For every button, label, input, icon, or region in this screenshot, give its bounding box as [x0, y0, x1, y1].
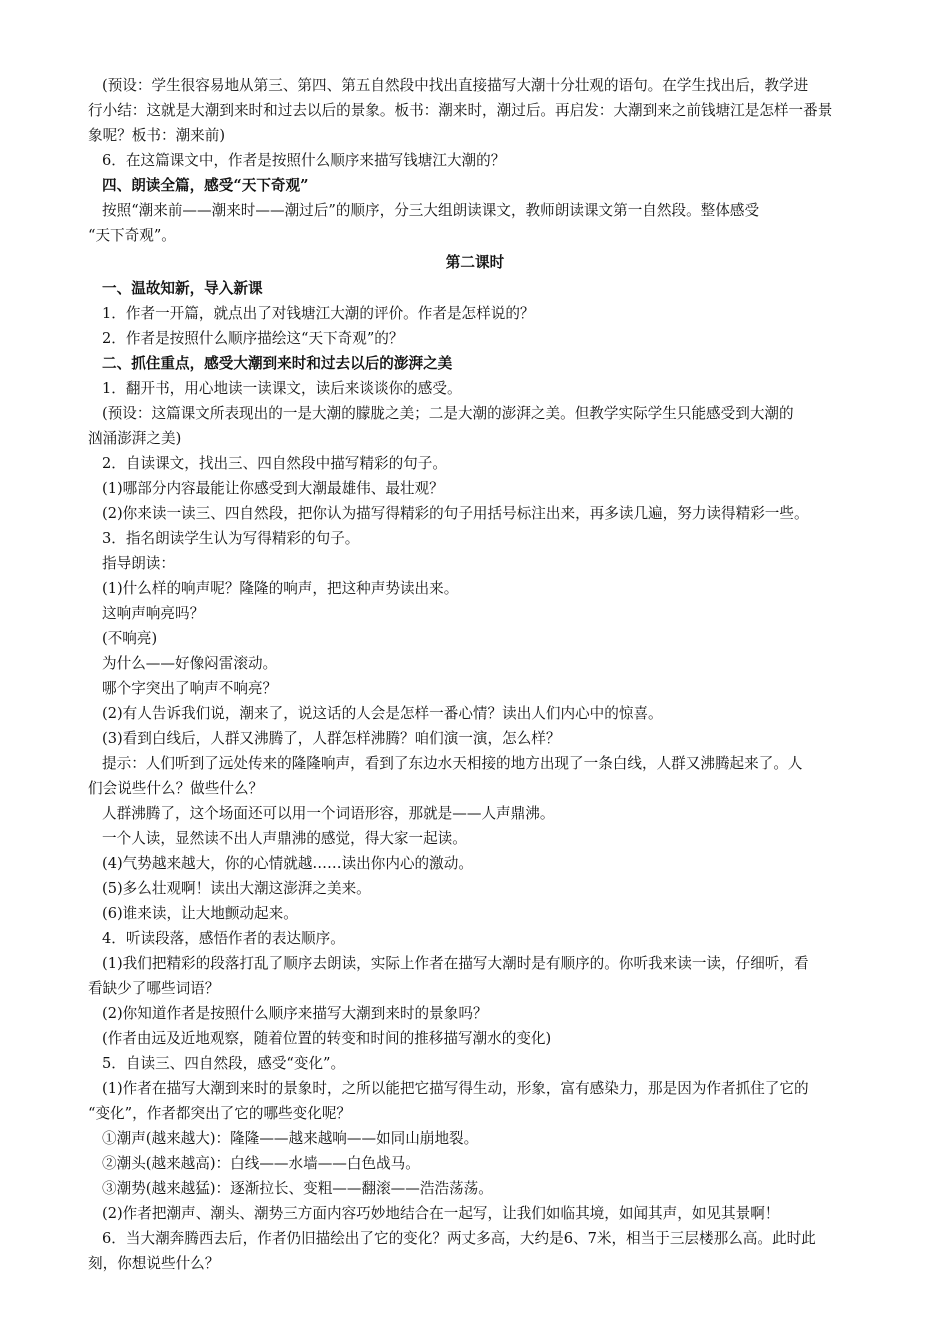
text-line: 这响声响亮吗？ — [102, 605, 205, 622]
text-line: 2．自读课文，找出三、四自然段中描写精彩的句子。 — [102, 455, 447, 472]
text-line: (1)我们把精彩的段落打乱了顺序去朗读，实际上作者在描写大潮时是有顺序的。你听我来读一读，仔细听，看 — [102, 955, 809, 972]
text-line: 2．作者是按照什么顺序描绘这“天下奇观”的？ — [102, 330, 404, 347]
text-line: 刻，你想说些什么？ — [88, 1255, 220, 1272]
text-line: (预设：学生很容易地从第三、第四、第五自然段中找出直接描写大潮十分壮观的语句。在学生找出后，教学进 — [102, 77, 809, 94]
text-line: (1)哪部分内容最能让你感受到大潮最雄伟、最壮观？ — [102, 480, 444, 497]
text-line: 指导朗读： — [102, 555, 175, 572]
text-line: 1．翻开书，用心地读一读课文，读后来谈谈你的感受。 — [102, 380, 462, 397]
text-line: “天下奇观”。 — [88, 227, 176, 244]
text-line: 看缺少了哪些词语？ — [88, 980, 220, 997]
text-line: 6．在这篇课文中，作者是按照什么顺序来描写钱塘江大潮的？ — [102, 152, 506, 169]
text-line: (作者由远及近地观察，随着位置的转变和时间的推移描写潮水的变化) — [102, 1030, 552, 1047]
text-line: (1)作者在描写大潮到来时的景象时，之所以能把它描写得生动，形象，富有感染力，那是因为作者抓住了它的 — [102, 1080, 809, 1097]
text-line: 们会说些什么？做些什么？ — [88, 780, 264, 797]
text-line: (1)什么样的响声呢？隆隆的响声，把这种声势读出来。 — [102, 580, 459, 597]
text-line: (2)你知道作者是按照什么顺序来描写大潮到来时的景象吗？ — [102, 1005, 488, 1022]
text-line: 提示：人们听到了远处传来的隆隆响声，看到了东边水天相接的地方出现了一条白线，人群又沸腾起来了。人 — [102, 755, 803, 772]
text-line: 3．指名朗读学生认为写得精彩的句子。 — [102, 530, 360, 547]
text-line: 1．作者一开篇，就点出了对钱塘江大潮的评价。作者是怎样说的？ — [102, 305, 535, 322]
text-line: (2)你来读一读三、四自然段，把你认为描写得精彩的句子用括号标注出来，再多读几遍，努力读得精彩一些。 — [102, 505, 809, 522]
text-line: ③潮势(越来越猛)：逐渐拉长、变粗——翻滚——浩浩荡荡。 — [102, 1180, 493, 1197]
section-heading: 一、温故知新，导入新课 — [102, 280, 263, 297]
text-line: (5)多么壮观啊！读出大潮这澎湃之美来。 — [102, 880, 371, 897]
section-heading: 二、抓住重点，感受大潮到来时和过去以后的澎湃之美 — [102, 355, 453, 372]
lesson-title: 第二课时 — [445, 254, 505, 271]
text-line: 6．当大潮奔腾西去后，作者仍旧描绘出了它的变化？两丈多高，大约是6、7米，相当于三层楼那么高。此时此 — [102, 1230, 816, 1247]
text-line: 象呢？板书：潮来前) — [88, 127, 226, 144]
text-line: 哪个字突出了响声不响亮？ — [102, 680, 278, 697]
text-line: (2)有人告诉我们说，潮来了，说这话的人会是怎样一番心情？读出人们内心中的惊喜。 — [102, 705, 663, 722]
text-line: 一个人读，显然读不出人声鼎沸的感觉，得大家一起读。 — [102, 830, 467, 847]
text-line: 行小结：这就是大潮到来时和过去以后的景象。板书：潮来时，潮过后。再启发：大潮到来之前钱塘江是怎样一番景 — [88, 102, 833, 119]
text-line: 4．听读段落，感悟作者的表达顺序。 — [102, 930, 345, 947]
text-line: (3)看到白线后，人群又沸腾了，人群怎样沸腾？咱们演一演，怎么样？ — [102, 730, 561, 747]
text-line: 人群沸腾了，这个场面还可以用一个词语形容，那就是——人声鼎沸。 — [102, 805, 555, 822]
text-line: 为什么——好像闷雷滚动。 — [102, 655, 278, 672]
section-heading: 四、朗读全篇，感受“天下奇观” — [102, 177, 309, 194]
text-line: 5．自读三、四自然段，感受“变化”。 — [102, 1055, 346, 1072]
text-line: “变化”，作者都突出了它的哪些变化呢？ — [88, 1105, 352, 1122]
text-line: (不响亮) — [102, 630, 158, 647]
text-line: ②潮头(越来越高)：白线——水墙——白色战马。 — [102, 1155, 420, 1172]
text-line: (2)作者把潮声、潮头、潮势三方面内容巧妙地结合在一起写，让我们如临其境，如闻其声，如见其景啊！ — [102, 1205, 780, 1222]
text-line: ①潮声(越来越大)：隆隆——越来越响——如同山崩地裂。 — [102, 1130, 479, 1147]
text-line: 汹涌澎湃之美) — [88, 430, 182, 447]
text-line: (预设：这篇课文所表现出的一是大潮的朦胧之美；二是大潮的澎湃之美。但教学实际学生只能感受到大潮的 — [102, 405, 794, 422]
text-line: 按照“潮来前——潮来时——潮过后”的顺序，分三大组朗读课文，教师朗读课文第一自然段。整体感受 — [102, 202, 760, 219]
text-line: (4)气势越来越大，你的心情就越……读出你内心的激动。 — [102, 855, 473, 872]
text-line: (6)谁来读，让大地颤动起来。 — [102, 905, 298, 922]
